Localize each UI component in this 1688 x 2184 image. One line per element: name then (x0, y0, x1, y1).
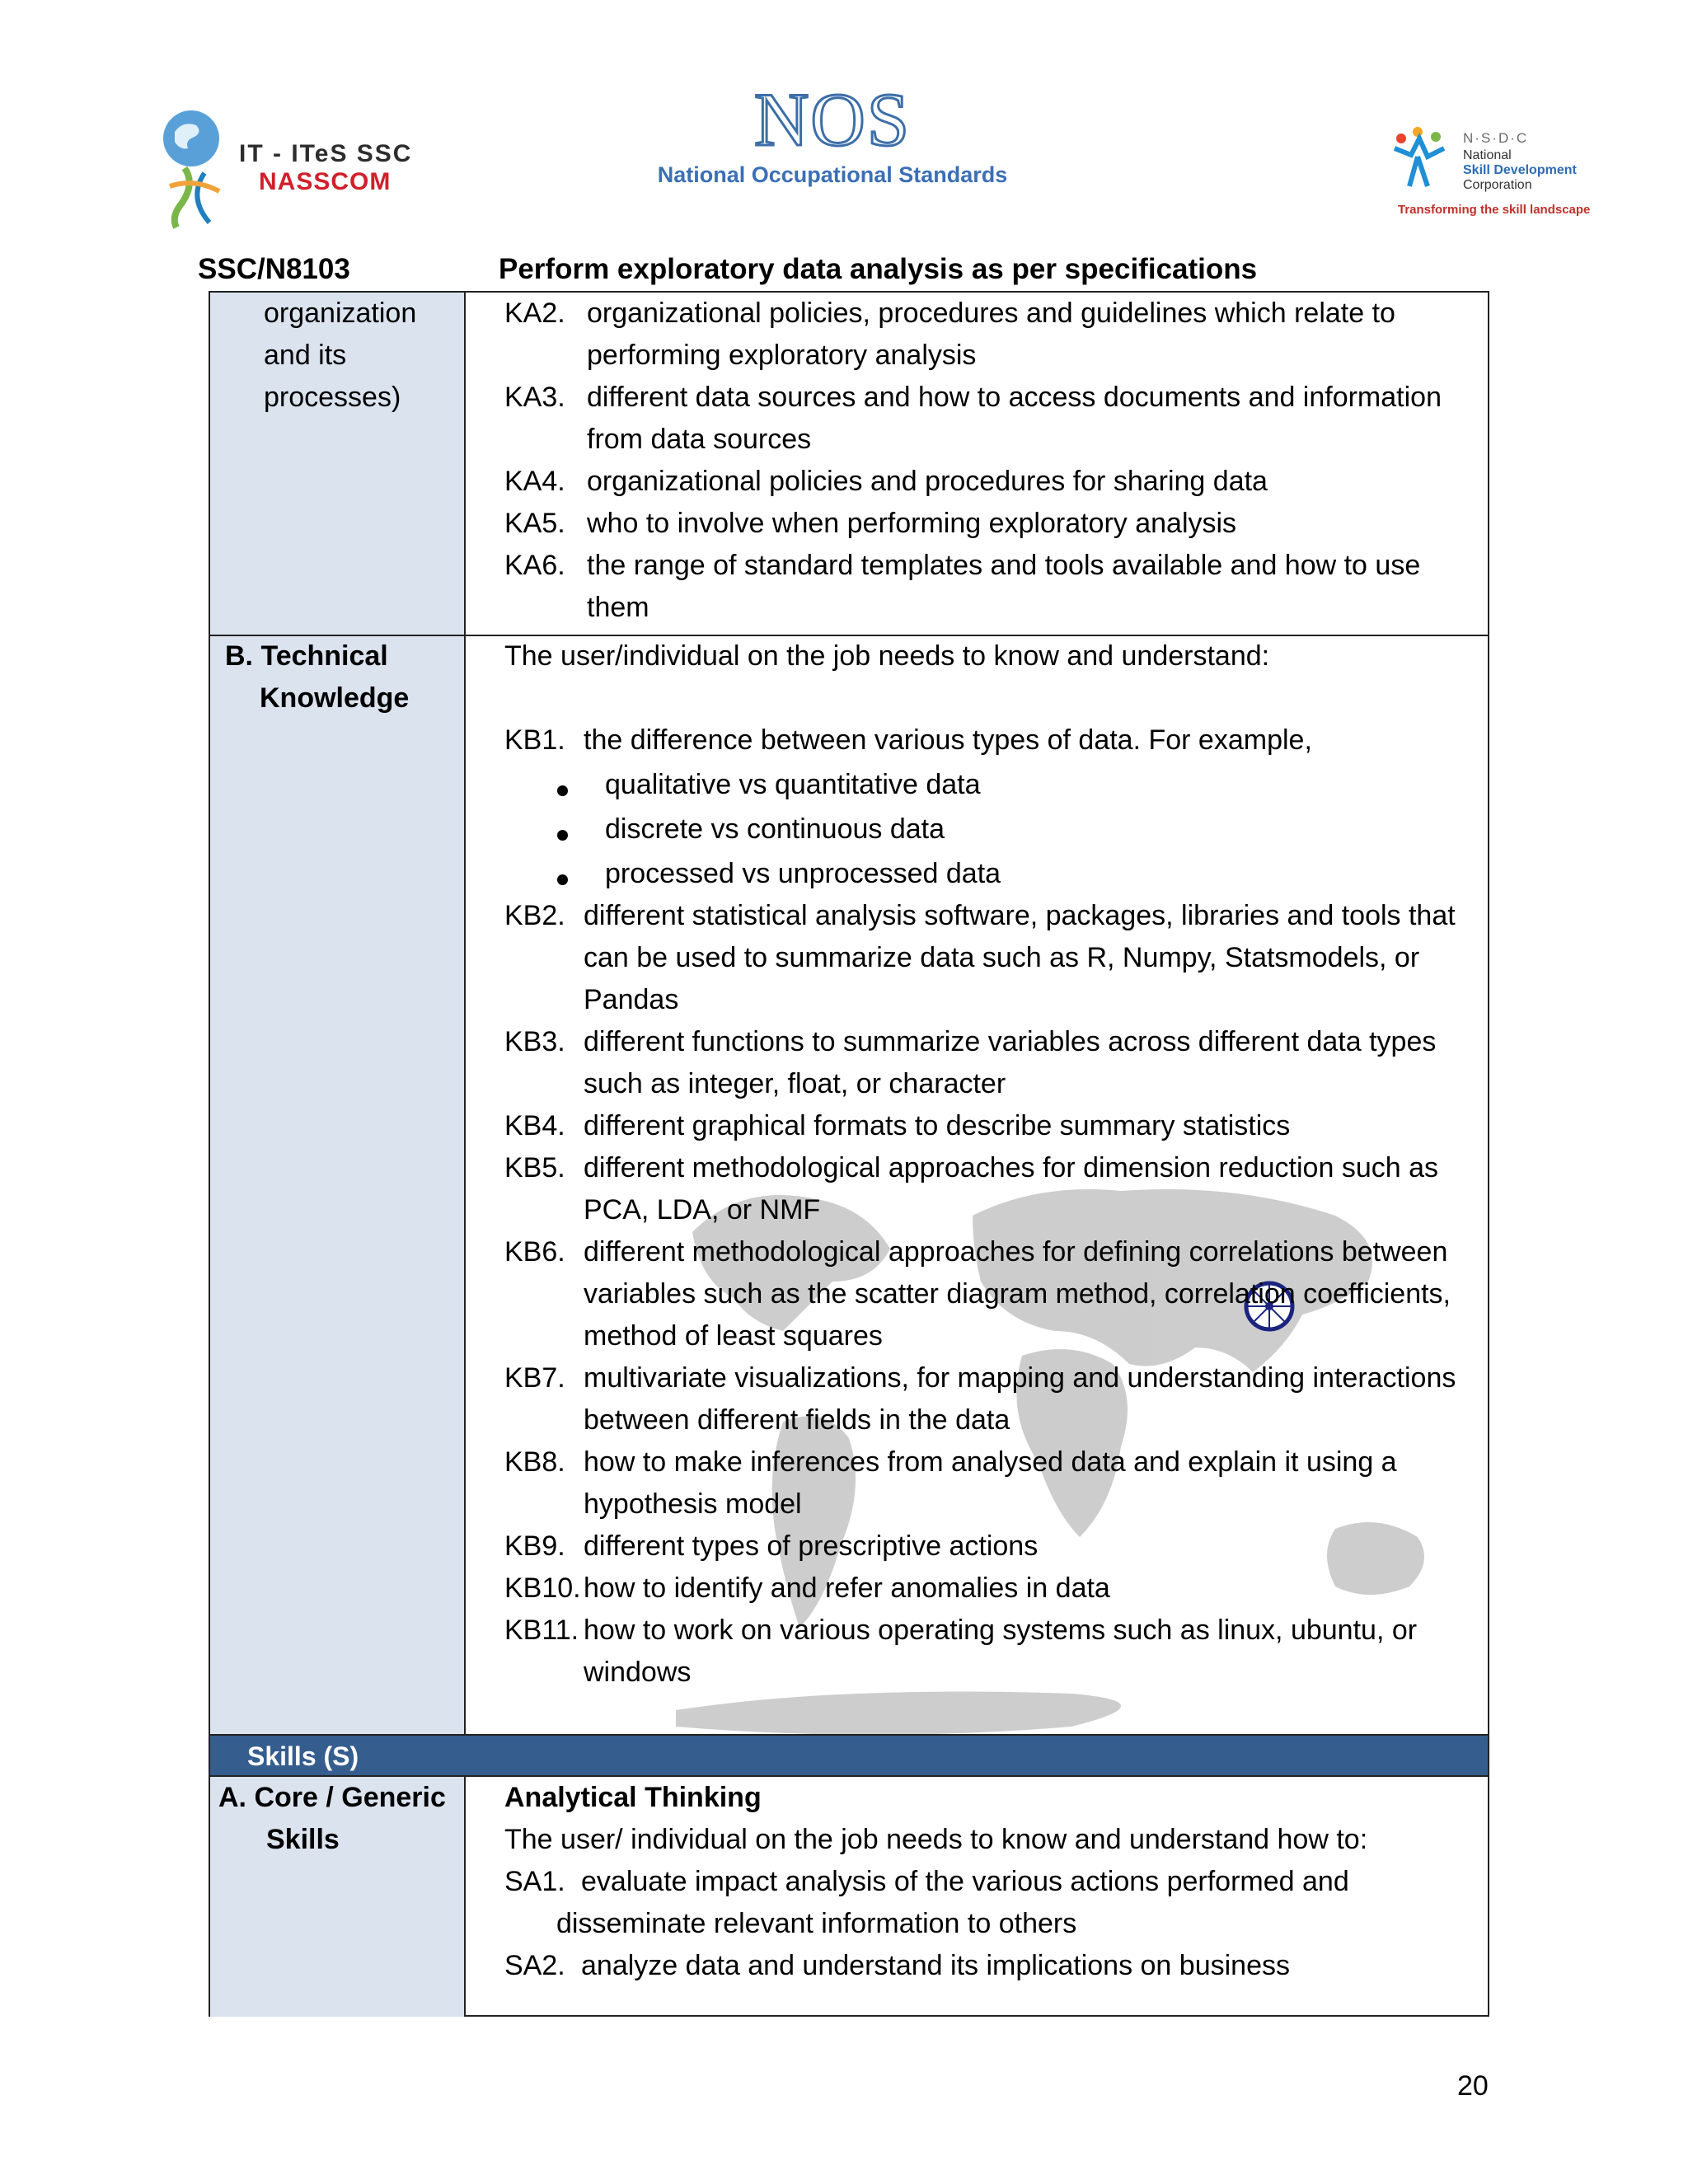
kb2-text: different statistical analysis software, packages, libraries and tools that (584, 900, 1456, 931)
ka2-text: organizational policies, procedures and guidelines which relate to (587, 298, 1395, 329)
nos-code: SSC/N8103 (198, 253, 350, 285)
section-b-label: B. Technical (225, 640, 388, 672)
left-cell-section-b (210, 635, 466, 1734)
kb2-code: KB2. (504, 900, 565, 931)
kb1-code: KB1. (504, 724, 565, 756)
logo-left-line2: NASSCOM (259, 168, 392, 195)
kb9-code: KB9. (504, 1530, 565, 1562)
bullet-icon (557, 874, 568, 885)
kb5-code: KB5. (504, 1152, 565, 1183)
kb3-text: different functions to summarize variables across different data types (584, 1026, 1437, 1057)
kb7-text: multivariate visualizations, for mapping and understanding interactions (584, 1362, 1456, 1394)
skills-section-bar (210, 1734, 1488, 1777)
nos-subtitle: National Occupational Standards (657, 162, 1008, 187)
kb1-text: the difference between various types of data. For example, (584, 724, 1312, 756)
ka2-text: performing exploratory analysis (587, 340, 977, 371)
kb9-text: different types of prescriptive actions (584, 1530, 1039, 1562)
kb7-code: KB7. (504, 1362, 565, 1394)
bullet-icon (557, 785, 568, 796)
section-a-left-line: organization (264, 298, 417, 329)
kb5-text: PCA, LDA, or NMF (584, 1194, 821, 1226)
nsdc-line2: Skill Development (1463, 163, 1577, 177)
kb6-text: different methodological approaches for defining correlations between (584, 1236, 1448, 1268)
kb1-bullet: discrete vs continuous data (605, 813, 945, 845)
globe-person-icon (157, 107, 247, 239)
kb6-code: KB6. (504, 1236, 565, 1268)
kb10-code: KB10. (504, 1572, 581, 1604)
kb1-bullet: qualitative vs quantitative data (605, 769, 981, 800)
standards-table (209, 291, 1489, 2017)
sa2-text: analyze data and understand its implications on business (581, 1950, 1290, 1981)
sa2-code: SA2. (504, 1950, 565, 1981)
kb4-code: KB4. (504, 1110, 565, 1141)
skills-intro: The user/ individual on the job needs to know and understand how to: (504, 1824, 1368, 1855)
kb8-text: hypothesis model (584, 1488, 802, 1520)
kb2-text: can be used to summarize data such as R, Numpy, Statsmodels, or (584, 942, 1420, 973)
kb3-code: KB3. (504, 1026, 565, 1057)
kb8-code: KB8. (504, 1446, 565, 1478)
kb10-text: how to identify and refer anomalies in data (584, 1572, 1110, 1604)
nsdc-tagline: Transforming the skill landscape (1398, 203, 1591, 217)
kb4-text: different graphical formats to describe summary statistics (584, 1110, 1291, 1141)
ka3-code: KA3. (504, 382, 565, 413)
ka5-text: who to involve when performing exploratory analysis (587, 508, 1237, 539)
nos-title-text: Perform exploratory data analysis as per specifications (499, 253, 1258, 285)
ka6-text: the range of standard templates and tools available and how to use (587, 550, 1421, 581)
ka2-code: KA2. (504, 298, 565, 329)
kb1-bullet: processed vs unprocessed data (605, 858, 1001, 889)
sa1-code: SA1. (504, 1866, 565, 1897)
section-a-left-line: and its (264, 340, 347, 371)
nsdc-abbr: N·S·D·C (1463, 130, 1529, 146)
sa1-text: evaluate impact analysis of the various actions performed and (581, 1866, 1349, 1897)
kb8-text: how to make inferences from analysed data and explain it using a (584, 1446, 1397, 1478)
skills-bar-label: Skills (S) (247, 1741, 359, 1771)
kb11-text: how to work on various operating systems such as linux, ubuntu, or (584, 1615, 1418, 1646)
skills-label: Skills (266, 1824, 340, 1855)
sa1-text: disseminate relevant information to others (556, 1908, 1077, 1939)
ka6-code: KA6. (504, 550, 565, 581)
kb6-text: variables such as the scatter diagram method, correlation coefficients, (584, 1278, 1451, 1310)
nos-title: NOS (753, 77, 912, 162)
ka3-text: from data sources (587, 424, 812, 455)
ka3-text: different data sources and how to access documents and information (587, 382, 1442, 413)
skills-heading: Analytical Thinking (504, 1782, 762, 1813)
kb2-text: Pandas (584, 984, 679, 1015)
section-b-intro: The user/individual on the job needs to know and understand: (504, 640, 1270, 672)
ka5-code: KA5. (504, 508, 565, 539)
ka4-text: organizational policies and procedures for sharing data (587, 466, 1268, 497)
kb3-text: such as integer, float, or character (584, 1068, 1006, 1099)
kb6-text: method of least squares (584, 1320, 883, 1352)
logo-left-line1: IT - ITeS SSC (239, 140, 413, 167)
nsdc-line1: National (1463, 148, 1512, 162)
section-a-left-line: processes) (264, 382, 401, 413)
bullet-icon (557, 830, 568, 841)
kb11-text: windows (584, 1657, 692, 1688)
kb5-text: different methodological approaches for dimension reduction such as (584, 1152, 1438, 1183)
it-ites-ssc-nasscom-logo (157, 107, 429, 239)
page-number: 20 (1457, 2070, 1489, 2102)
nos-header (643, 78, 1022, 188)
nsdc-logo (1385, 124, 1599, 223)
ka4-code: KA4. (504, 466, 565, 497)
kb11-code: KB11. (504, 1615, 579, 1646)
nsdc-line3: Corporation (1463, 178, 1532, 192)
skills-label: A. Core / Generic (218, 1782, 446, 1813)
nsdc-figures-icon (1385, 124, 1463, 198)
ka6-text: them (587, 592, 649, 623)
kb7-text: between different fields in the data (584, 1404, 1010, 1436)
section-b-label: Knowledge (260, 682, 410, 714)
